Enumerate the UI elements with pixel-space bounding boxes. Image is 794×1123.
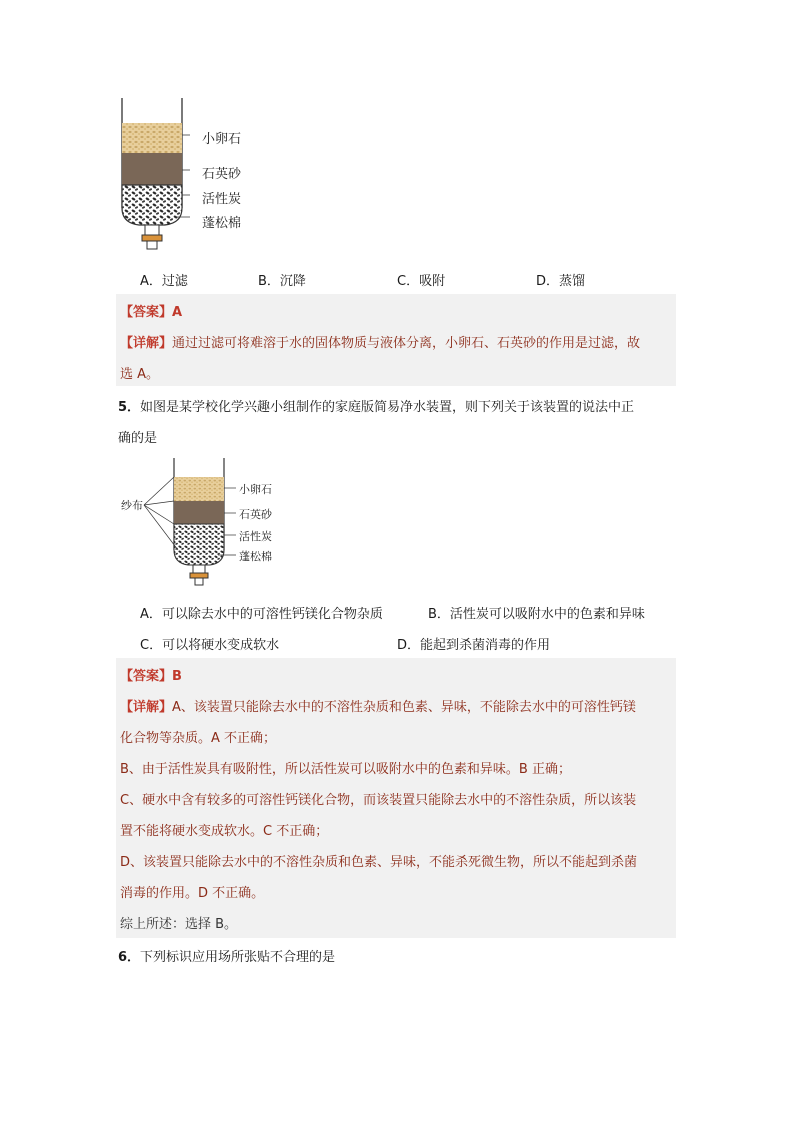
q5-detail-line-6: D、该装置只能除去水中的不溶性杂质和色素、异味，不能杀死微生物，所以不能起到杀菌 <box>120 855 638 870</box>
q4-answer-line <box>120 301 182 320</box>
q5-stem-text-1: 如图是某学校化学兴趣小组制作的家庭版简易净水装置，则下列关于该装置的说法中正 <box>140 400 635 415</box>
q4-option-c: C．吸附 <box>397 274 446 289</box>
q5-detail-line-7: 消毒的作用。D 不正确。 <box>120 886 265 901</box>
fig1-label-activated-carbon: 活性炭 <box>202 192 242 207</box>
q4-option-d: D．蒸馏 <box>536 274 586 289</box>
q4-answer-tag: 【答案】 <box>120 305 173 320</box>
q5-stem-line-2: 确的是 <box>118 431 158 446</box>
q5-detail-text-1: A、该装置只能除去水中的不溶性杂质和色素、异味，不能除去水中的可溶性钙镁 <box>172 700 636 715</box>
q4-detail-line-1 <box>120 332 640 351</box>
q5-detail-line-4: C、硬水中含有较多的可溶性钙镁化合物，而该装置只能除去水中的不溶性杂质，所以该装 <box>120 793 637 808</box>
q5-stem-line-1 <box>118 396 634 415</box>
water-filter-figure-1 <box>110 95 190 255</box>
q6-stem <box>118 946 335 965</box>
fig2-label-gauze: 纱布 <box>121 499 143 512</box>
q4-answer-value: A <box>172 305 183 320</box>
fig1-label-pebbles: 小卵石 <box>202 132 242 147</box>
fig1-label-quartz-sand: 石英砂 <box>202 167 242 182</box>
q5-detail-tag: 【详解】 <box>120 700 173 715</box>
q5-summary-line: 综上所述：选择 B。 <box>120 917 238 932</box>
fig1-label-cotton: 蓬松棉 <box>202 216 242 231</box>
q5-answer-value: B <box>172 669 182 684</box>
fig2-label-activated-carbon: 活性炭 <box>239 530 272 543</box>
q4-option-b: B．沉降 <box>258 274 306 289</box>
q5-number: 5． <box>118 400 141 415</box>
q5-option-a: A．可以除去水中的可溶性钙镁化合物杂质 <box>140 607 383 622</box>
q5-option-b: B．活性炭可以吸附水中的色素和异味 <box>428 607 645 622</box>
q4-detail-line-2: 选 A。 <box>120 367 160 382</box>
q4-detail-text-1: 通过过滤可将难溶于水的固体物质与液体分离，小卵石、石英砂的作用是过滤，故 <box>172 336 641 351</box>
q5-answer-box <box>116 658 676 938</box>
fig2-label-quartz-sand: 石英砂 <box>239 508 272 521</box>
q5-option-d: D．能起到杀菌消毒的作用 <box>397 638 551 653</box>
q5-detail-line-2: 化合物等杂质。A 不正确； <box>120 731 277 746</box>
q5-detail-line-3: B、由于活性炭具有吸附性，所以活性炭可以吸附水中的色素和异味。B 正确； <box>120 762 571 777</box>
q5-answer-line <box>120 665 182 684</box>
q5-detail-line-1 <box>120 696 636 715</box>
fig2-label-cotton: 蓬松棉 <box>239 550 272 563</box>
q4-answer-box <box>116 294 676 386</box>
q5-detail-line-5: 置不能将硬水变成软水。C 不正确； <box>120 824 329 839</box>
q5-answer-tag: 【答案】 <box>120 669 173 684</box>
water-filter-figure-2 <box>118 455 238 590</box>
fig2-label-pebbles: 小卵石 <box>239 483 272 496</box>
q4-option-a: A．过滤 <box>140 274 188 289</box>
q6-number: 6． <box>118 950 141 965</box>
q6-stem-text: 下列标识应用场所张贴不合理的是 <box>140 950 336 965</box>
q4-detail-tag: 【详解】 <box>120 336 173 351</box>
q5-option-c: C．可以将硬水变成软水 <box>140 638 280 653</box>
